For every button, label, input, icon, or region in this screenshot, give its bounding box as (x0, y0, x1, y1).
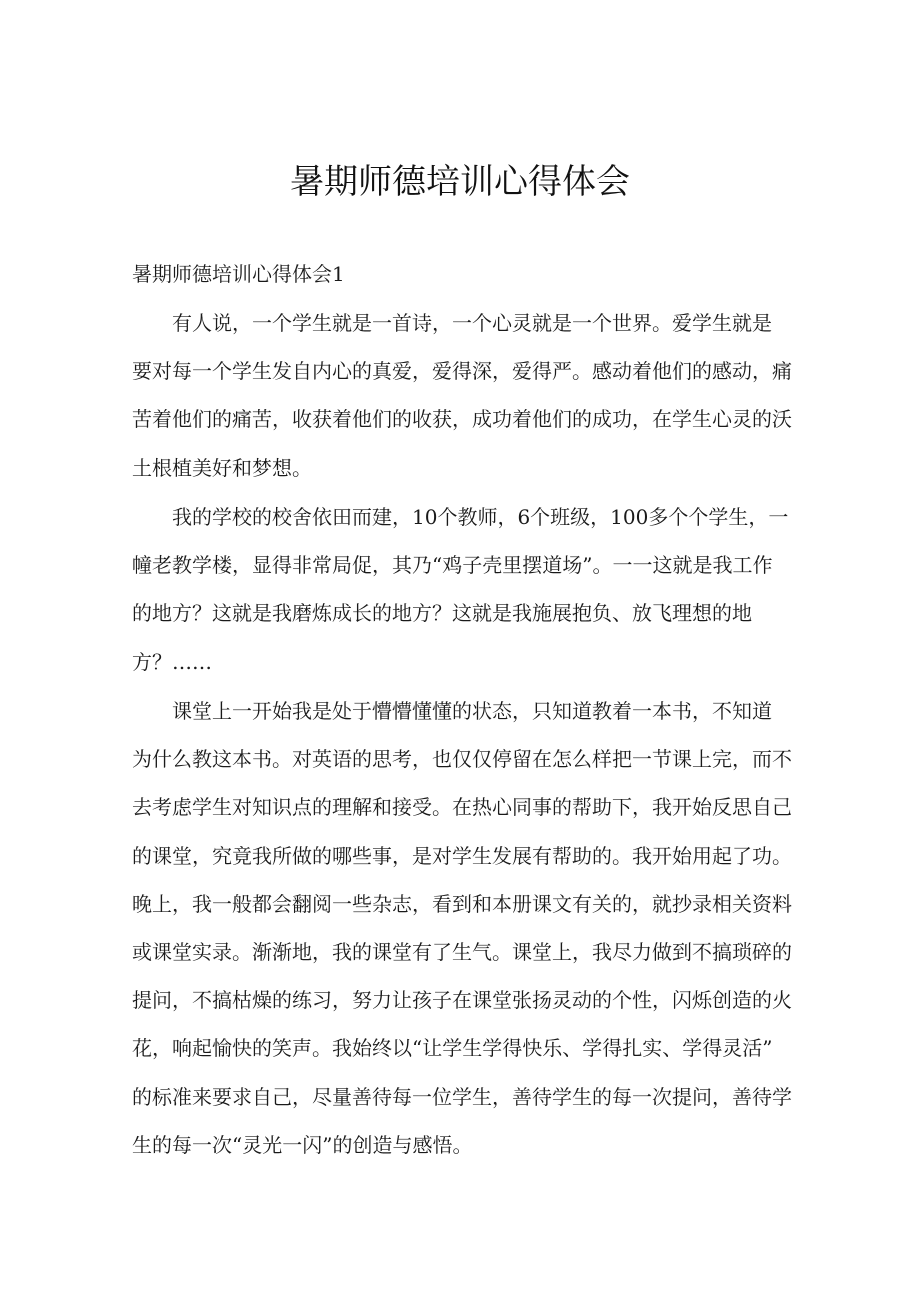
paragraph-3-line-2: 为什么教这本书。对英语的思考，也仅仅停留在怎么样把一节课上完，而不 (132, 747, 792, 772)
paragraph-2 (132, 493, 800, 686)
section-heading: 暑期师德培训心得体会1 (132, 262, 345, 286)
paragraph-1-line-3: 苦着他们的痛苦，收获着他们的收获，成功着他们的成功，在学生心灵的沃 (132, 407, 792, 432)
paragraph-3-line-8: 花，响起愉快的笑声。我始终以“让学生学得快乐、学得扎实、学得灵活” (132, 1036, 773, 1061)
paragraph-3-line-3: 去考虑学生对知识点的理解和接受。在热心同事的帮助下，我开始反思自己 (132, 795, 792, 820)
paragraph-2-line-1: 我的学校的校舍依田而建，10个教师，6个班级，100多个个学生，一 (172, 505, 789, 529)
document-title: 暑期师德培训心得体会 (290, 162, 630, 202)
paragraph-1 (132, 299, 800, 492)
paragraph-3 (132, 687, 800, 1169)
paragraph-3-line-9: 的标准来要求自己，尽量善待每一位学生，善待学生的每一次提问，善待学 (132, 1084, 792, 1109)
paragraph-3-line-7: 提问，不搞枯燥的练习，努力让孩子在课堂张扬灵动的个性，闪烁创造的火 (132, 988, 792, 1013)
paragraph-3-line-6: 或课堂实录。渐渐地，我的课堂有了生气。课堂上，我尽力做到不搞琐碎的 (132, 940, 792, 965)
paragraph-3-line-10: 生的每一次“灵光一闪”的创造与感悟。 (132, 1132, 473, 1157)
paragraph-2-line-3: 的地方？这就是我磨炼成长的地方？这就是我施展抱负、放飞理想的地 (132, 601, 752, 626)
paragraph-3-line-5: 晚上，我一般都会翻阅一些杂志，看到和本册课文有关的，就抄录相关资料 (132, 891, 792, 916)
paragraph-2-line-2: 幢老教学楼，显得非常局促，其乃“鸡子壳里摆道场”。一一这就是我工作 (132, 553, 773, 578)
paragraph-2-line-4: 方？…… (132, 649, 212, 674)
paragraph-3-line-1: 课堂上一开始我是处于懵懵懂懂的状态，只知道教着一本书，不知道 (172, 699, 772, 723)
paragraph-1-line-1: 有人说，一个学生就是一首诗，一个心灵就是一个世界。爱学生就是 (172, 311, 772, 335)
paragraph-1-line-2: 要对每一个学生发自内心的真爱，爱得深，爱得严。感动着他们的感动，痛 (132, 359, 792, 384)
paragraph-1-line-4: 土根植美好和梦想。 (132, 455, 312, 480)
paragraph-3-line-4: 的课堂，究竟我所做的哪些事，是对学生发展有帮助的。我开始用起了功。 (132, 843, 792, 868)
